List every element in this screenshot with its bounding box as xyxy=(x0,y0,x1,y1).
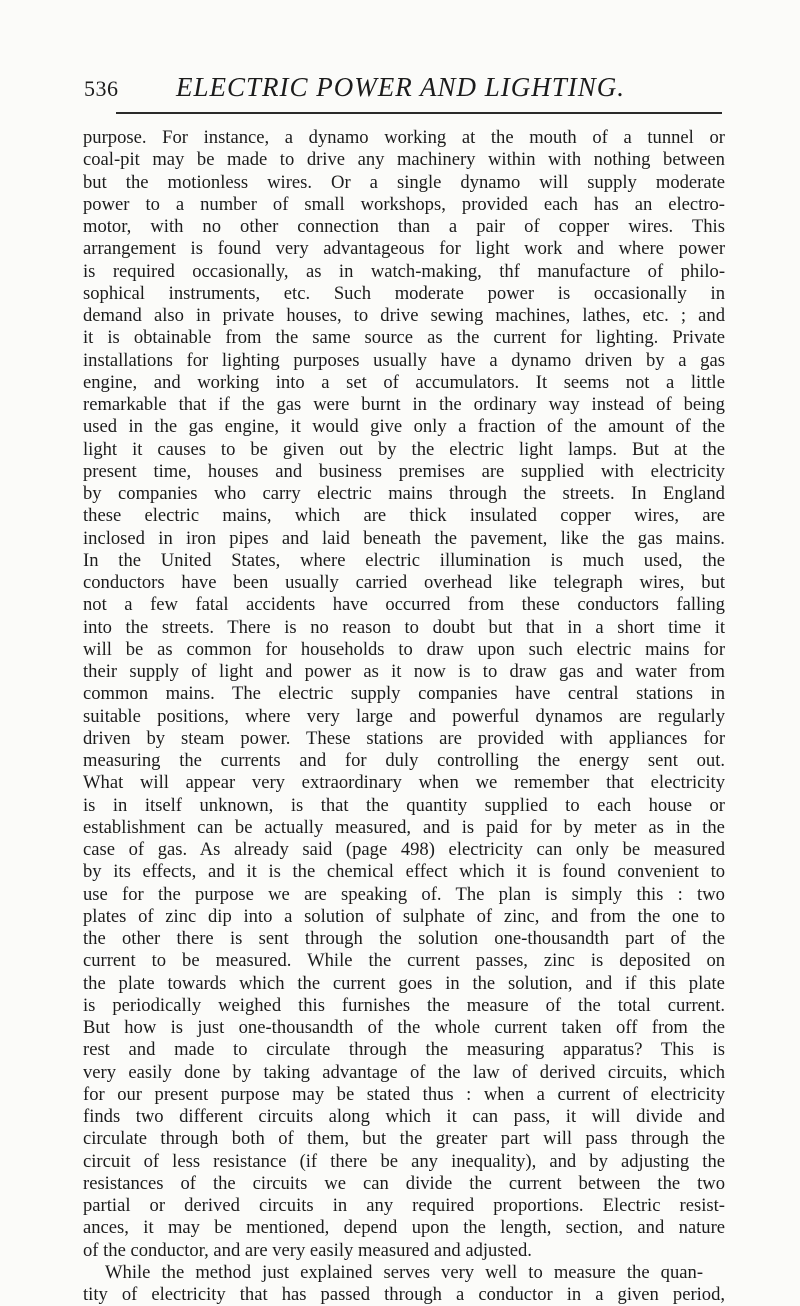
text-line: circulate through both of them, but the greater part will pass through the xyxy=(83,1128,725,1150)
header-rule xyxy=(116,112,722,114)
text-line: driven by steam power. These stations are provided with appliances for xyxy=(83,727,726,749)
text-line: rest and made to circulate through the measuring apparatus? This is xyxy=(83,1039,726,1061)
text-line: sophical instruments, etc. Such moderate power is occasionally in xyxy=(83,282,725,304)
text-line: conductors have been usually carried overhead like telegraph wires, but xyxy=(83,572,725,593)
text-line: very easily done by taking advantage of the law of derived circuits, which xyxy=(83,1061,726,1083)
text-line: present time, houses and business premises are supplied with electricity xyxy=(83,460,725,482)
text-line: engine, and working into a set of accumulators. It seems not a little xyxy=(83,371,725,393)
text-line: case of gas. As already said (page 498) electricity can only be measured xyxy=(83,839,725,860)
text-line: installations for lighting purposes usually have a dynamo driven by a gas xyxy=(83,349,725,371)
text-line: their supply of light and power as it now is to draw gas and water from xyxy=(83,661,725,682)
text-line: common mains. The electric supply companies have central stations in xyxy=(83,683,726,705)
text-line: for our present purpose may be stated thus : when a current of electricity xyxy=(83,1083,725,1105)
text-line: resistances of the circuits we can divide the current between the two xyxy=(83,1172,725,1194)
text-line: finds two different circuits along which it can pass, it will divide and xyxy=(83,1106,725,1127)
text-line: arrangement is found very advantageous for light work and where power xyxy=(83,238,726,260)
text-line: inclosed in iron pipes and laid beneath the pavement, like the gas mains. xyxy=(83,527,725,549)
text-line: ances, it may be mentioned, depend upon the length, section, and nature xyxy=(83,1217,726,1239)
text-line: purpose. For instance, a dynamo working at the mouth of a tunnel or xyxy=(83,127,725,148)
page-header xyxy=(84,70,724,110)
text-line: but the motionless wires. Or a single dynamo will supply moderate xyxy=(83,171,726,193)
text-line: demand also in private houses, to drive sewing machines, lathes, etc. ; and xyxy=(83,305,726,326)
text-line: is in itself unknown, is that the quantity supplied to each house or xyxy=(83,794,725,816)
text-line: is periodically weighed this furnishes the measure of the total current. xyxy=(83,994,726,1016)
text-line: use for the purpose we are speaking of. The plan is simply this : two xyxy=(83,883,725,905)
text-line: suitable positions, where very large and powerful dynamos are regularly xyxy=(83,705,725,727)
text-line: will be as common for households to draw upon such electric mains for xyxy=(83,638,726,660)
text-line: What will appear very extraordinary when we remember that electricity xyxy=(83,772,726,794)
text-line: partial or derived circuits in any required proportions. Electric resist- xyxy=(83,1195,725,1216)
text-line: coal-pit may be made to drive any machinery within with nothing between xyxy=(83,149,725,171)
text-line: While the method just explained serves very well to measure the quan- xyxy=(105,1261,704,1283)
text-line: into the streets. There is no reason to doubt but that in a short time it xyxy=(83,616,726,638)
text-line: of the conductor, and are very easily measured and adjusted. xyxy=(83,1239,532,1261)
text-line: the plate towards which the current goes in the solution, and if this plate xyxy=(83,972,725,994)
text-line: measuring the currents and for duly controlling the energy sent out. xyxy=(83,750,726,771)
text-line: But how is just one-thousandth of the whole current taken off from the xyxy=(83,1017,725,1038)
text-line: used in the gas engine, it would give only a fraction of the amount of the xyxy=(83,416,725,438)
text-line: light it causes to be given out by the electric light lamps. But at the xyxy=(83,438,726,460)
text-line: these electric mains, which are thick insulated copper wires, are xyxy=(83,505,725,527)
text-line: plates of zinc dip into a solution of sulphate of zinc, and from the one to xyxy=(83,905,726,927)
text-line: circuit of less resistance (if there be any inequality), and by adjusting the xyxy=(83,1150,725,1172)
text-line: not a few fatal accidents have occurred from these conductors falling xyxy=(83,594,725,616)
text-line: tity of electricity that has passed through a conductor in a given period, xyxy=(83,1284,726,1305)
page-number: 536 xyxy=(84,76,119,101)
text-line: current to be measured. While the current passes, zinc is deposited on xyxy=(83,950,726,972)
text-line: it is obtainable from the same source as the current for lighting. Private xyxy=(83,327,726,349)
text-line: by its effects, and it is the chemical effect which it is found convenient to xyxy=(83,861,726,883)
text-line: remarkable that if the gas were burnt in the ordinary way instead of being xyxy=(83,394,725,415)
text-line: is required occasionally, as in watch-making, thf manufacture of philo- xyxy=(83,260,726,282)
text-line: motor, with no other connection than a pair of copper wires. This xyxy=(83,216,725,237)
text-line: by companies who carry electric mains through the streets. In England xyxy=(83,483,725,504)
text-line: establishment can be actually measured, and is paid for by meter as in the xyxy=(83,816,725,838)
text-line: the other there is sent through the solution one-thousandth part of the xyxy=(83,928,725,949)
text-line: power to a number of small workshops, provided each has an electro- xyxy=(83,193,725,215)
text-line: In the United States, where electric illumination is much used, the xyxy=(83,549,726,571)
running-title: ELECTRIC POWER AND LIGHTING. xyxy=(176,72,626,102)
body-text xyxy=(83,127,725,1306)
